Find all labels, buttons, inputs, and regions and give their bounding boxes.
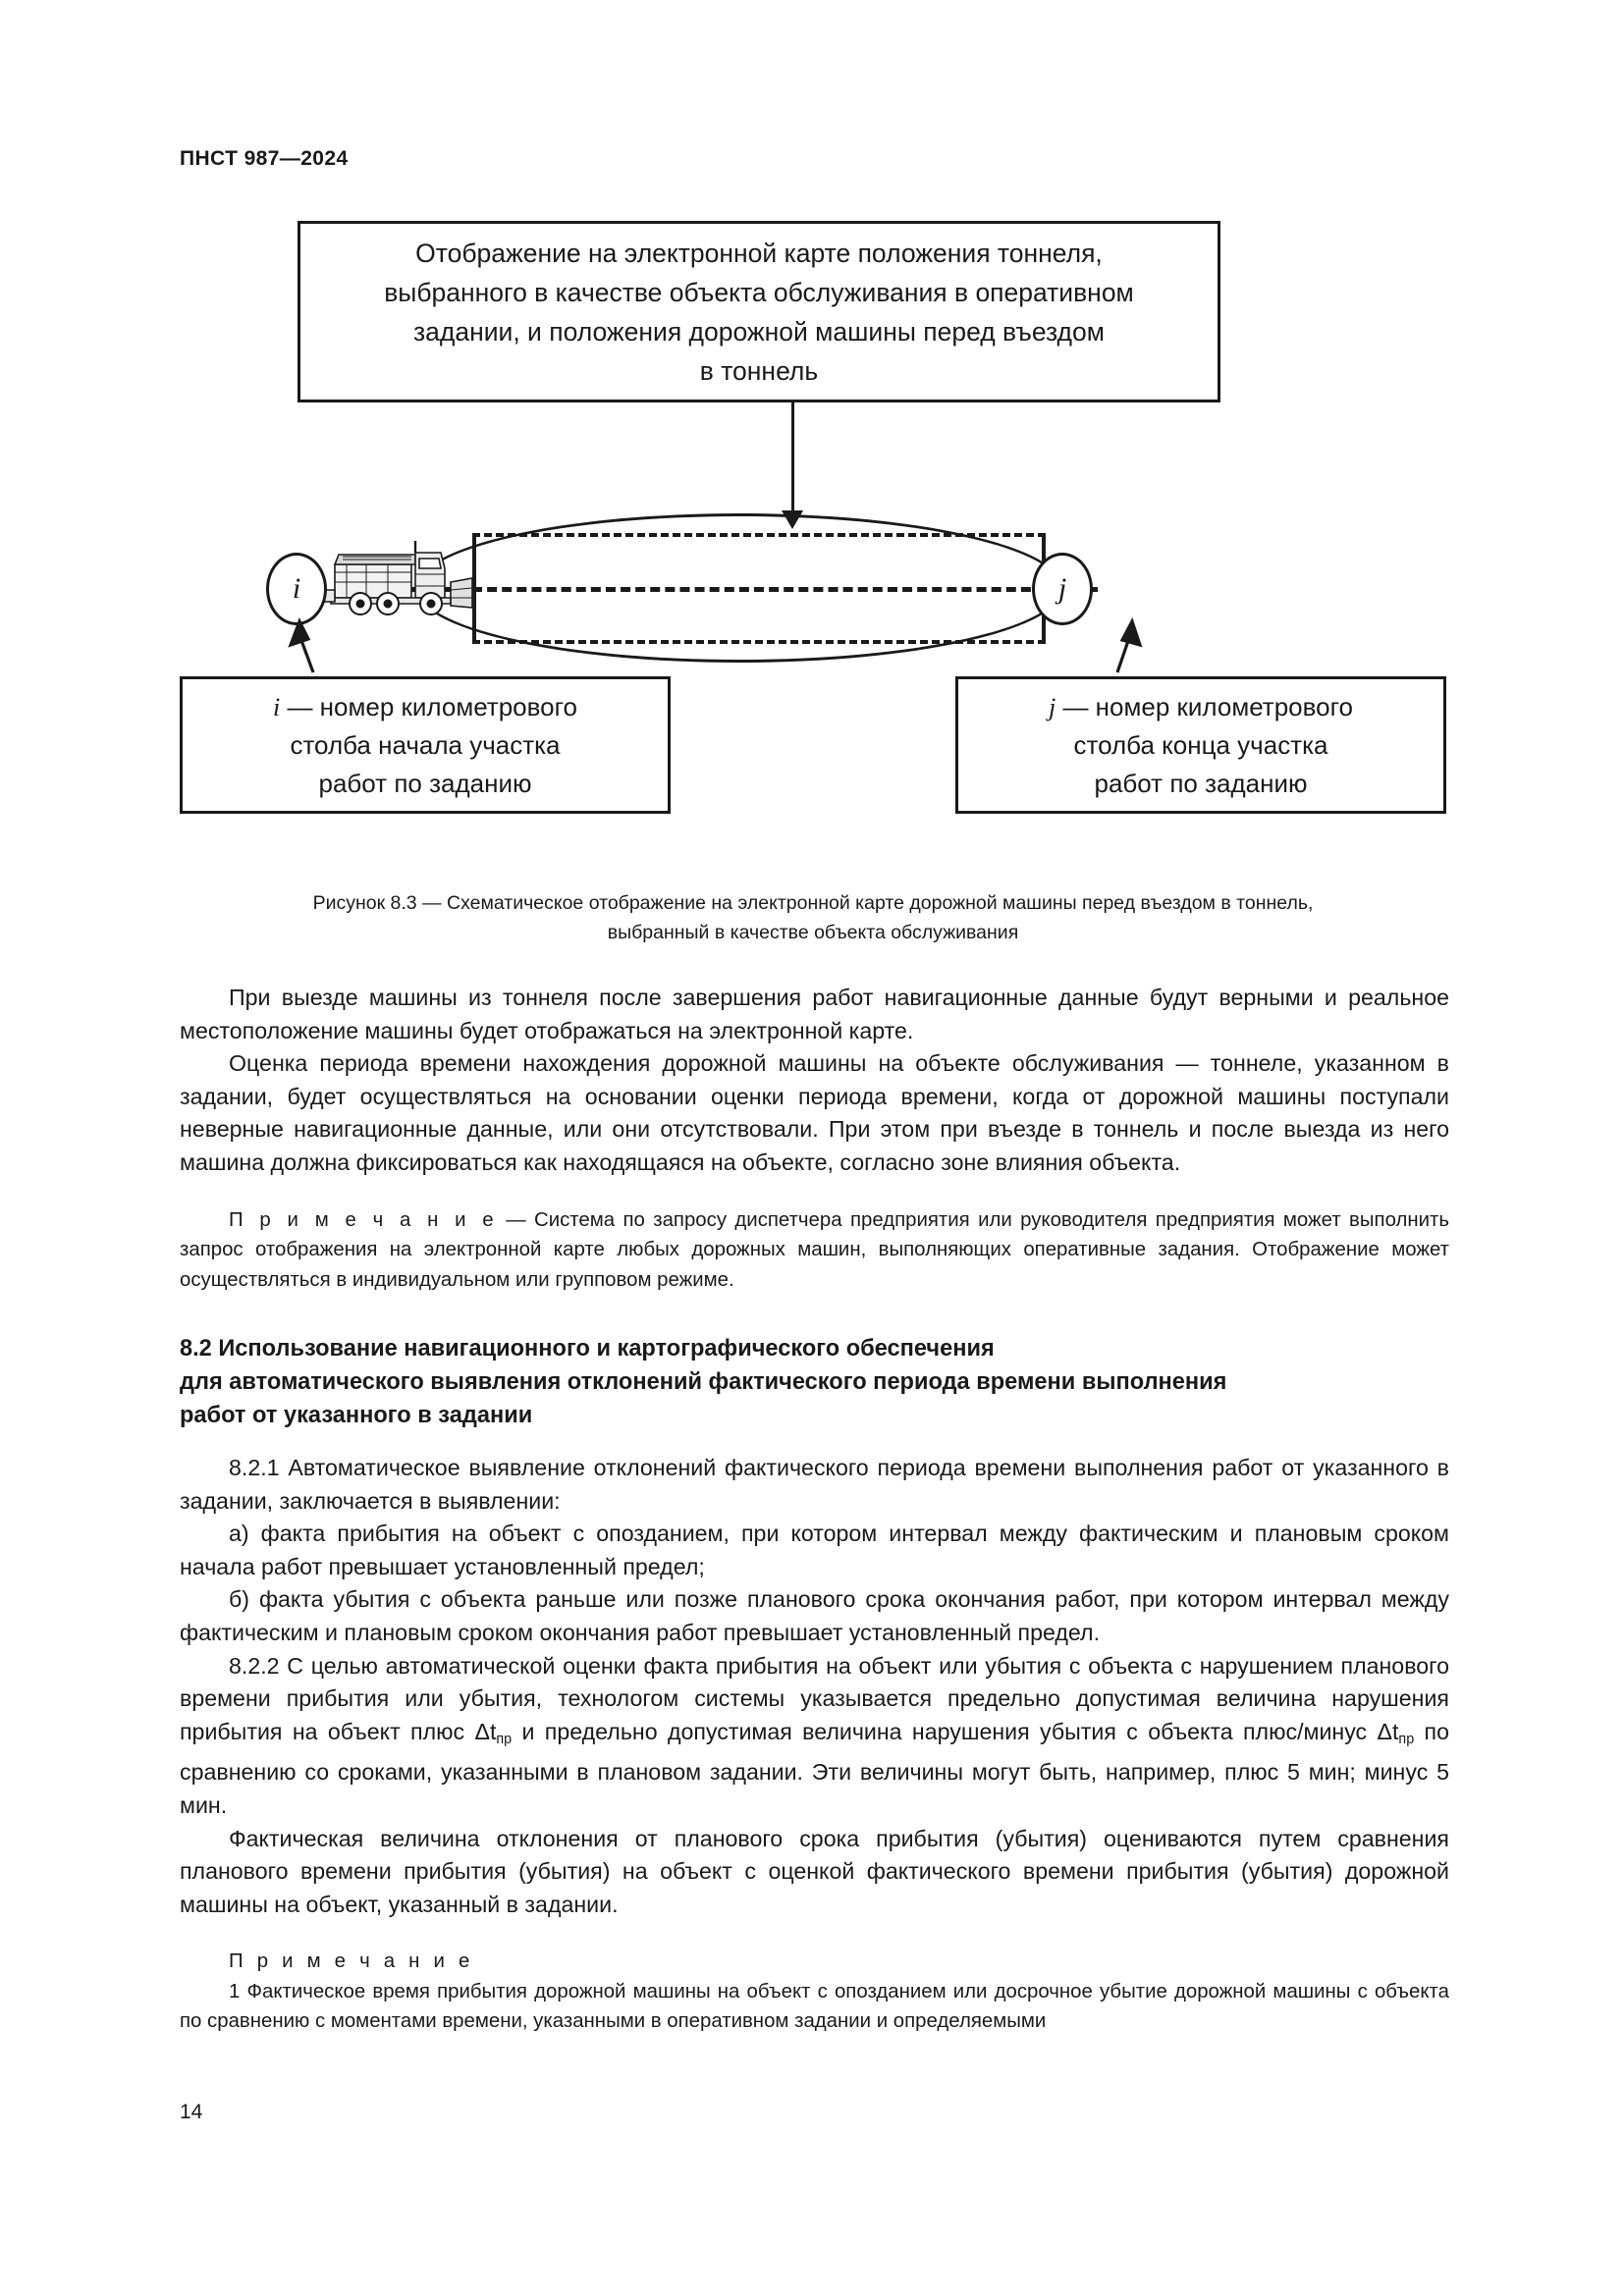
- paragraph-8-2-2-part-3: по сравнению со сроками, указанными в плановом задании. Эти величины могут быть, например, плюс 5 мин; минус 5 мин.: [180, 1718, 1449, 1819]
- legend-box-start: [180, 676, 671, 814]
- section-heading-8-2: [180, 1332, 1449, 1432]
- paragraph-8-2-2-part-1: 8.2.2 С целью автоматической оценки факта прибытия на объект или убытия с объекта с нарушением планового времени прибытия или убытия, технологом системы указывается предельно допустимая величина нарушения прибытия на объект плюс: [180, 1652, 1449, 1744]
- legend-end-line-1: — номер километрового: [1062, 691, 1353, 721]
- delta-t-arrival-base: Δt: [474, 1718, 497, 1744]
- note-block-2: [180, 1947, 1449, 2037]
- paragraph-8-2-2-part-2: и предельно допустимая величина нарушения убытия с объекта плюс/минус: [512, 1718, 1378, 1744]
- node-end-label: j: [1057, 572, 1067, 605]
- legend-end-symbol: j: [1048, 692, 1056, 721]
- figure-caption-line-2: выбранный в качестве объекта обслуживания: [607, 922, 1019, 943]
- note-2-item-1: 1 Фактическое время прибытия дорожной машины на объект с опозданием или досрочное убытие дорожной машины с объекта по сравнению с моментами времени, указанными в оперативном задании и определяемыми: [180, 1980, 1449, 2033]
- top-box-line-1: Отображение на электронной карте положения тоннеля,: [415, 238, 1103, 268]
- legend-end-line-2: столба конца участка: [1073, 729, 1328, 760]
- legend-start-line-1: — номер километрового: [287, 691, 577, 721]
- top-box-line-3: задании, и положения дорожной машины перед въездом: [413, 316, 1105, 347]
- paragraph-8-2-1: 8.2.1 Автоматическое выявление отклонений фактического периода времени выполнения работ от указанного в задании, заключается в выявлении:: [180, 1455, 1449, 1514]
- legend-box-end-text: [1035, 688, 1367, 803]
- delta-t-pr-arrival: [474, 1718, 513, 1747]
- page-number: 14: [180, 2101, 203, 2123]
- delta-t-arrival-subscript: пр: [496, 1731, 513, 1747]
- paragraph-8-2-2: [180, 1650, 1449, 1823]
- note-2-label: П р и м е ч а н и е: [229, 1950, 474, 1973]
- legend-box-end: [955, 676, 1446, 814]
- legend-end-line-3: работ по заданию: [1094, 768, 1308, 798]
- note-2-label-paragraph: [180, 1947, 1449, 1977]
- note-1-dash: —: [497, 1208, 534, 1231]
- legend-start-symbol: i: [272, 692, 281, 721]
- note-1-paragraph: [180, 1205, 1449, 1296]
- paragraph-actual-deviation: Фактическая величина отклонения от планового срока прибытия (убытия) оцениваются путем сравнения планового времени прибытия (убытия) на объект с оценкой фактического времени прибытия (убытия) дорожной машины на объект, указанный в задании.: [180, 1825, 1449, 1917]
- figure-caption-line-1: Рисунок 8.3 — Схематическое отображение на электронной карте дорожной машины перед въездом в тоннель,: [312, 892, 1314, 914]
- note-block-1: [180, 1205, 1449, 1296]
- figure-caption: [180, 888, 1446, 947]
- note-1-label: П р и м е ч а н и е: [229, 1208, 498, 1231]
- top-box-line-4: в тоннель: [699, 355, 819, 386]
- legend-start-line-2: столба начала участка: [290, 729, 561, 760]
- paragraph-item-a: а) факта прибытия на объект с опозданием, при котором интервал между фактическим и плановым сроком начала работ превышает установленный предел;: [180, 1521, 1449, 1579]
- heading-8-2-line-3: работ от указанного в задании: [180, 1403, 533, 1429]
- note-1-text: Система по запросу диспетчера предприятия или руководителя предприятия может выполнить запрос отображения на электронной карте любых дорожных машин, выполняющих оперативные задания. Отображение может осуществляться в индивидуальном или групповом режиме.: [180, 1208, 1449, 1291]
- document-header-standard-id: ПНСТ 987—2024: [180, 147, 349, 170]
- node-start-label: i: [292, 572, 301, 605]
- delta-t-pr-departure: [1377, 1718, 1415, 1747]
- heading-8-2-line-2: для автоматического выявления отклонений фактического периода времени выполнения: [180, 1369, 1227, 1396]
- paragraph-exit-tunnel: При выезде машины из тоннеля после завершения работ навигационные данные будут верными и реальное местоположение машины будет отображаться на электронной карте.: [180, 985, 1449, 1043]
- paragraph-item-b: б) факта убытия с объекта раньше или позже планового срока окончания работ, при котором интервал между фактическим и плановым сроком окончания работ превышает установленный предел.: [180, 1586, 1449, 1646]
- delta-t-departure-subscript: пр: [1398, 1731, 1415, 1747]
- paragraph-time-estimation: Оценка периода времени нахождения дорожной машины на объекте обслуживания — тоннеле, указанном в задании, будет осуществляться на основании оценки периода времени, когда от дорожной машины поступали неверные навигационные данные, или они отсутствовали. При этом при въезде в тоннель и после выезда из него машина должна фиксироваться как находящаяся на объекте, согласно зоне влияния объекта.: [180, 1050, 1449, 1175]
- figure-8-3: [180, 211, 1446, 859]
- document-body: [180, 982, 1449, 2037]
- legend-start-line-3: работ по заданию: [318, 768, 532, 798]
- legend-box-start-text: [259, 688, 591, 803]
- heading-8-2-line-1: 8.2 Использование навигационного и картографического обеспечения: [180, 1336, 995, 1362]
- top-box-line-2: выбранного в качестве объекта обслуживания в оперативном: [384, 277, 1134, 307]
- delta-t-departure-base: Δt: [1377, 1718, 1399, 1744]
